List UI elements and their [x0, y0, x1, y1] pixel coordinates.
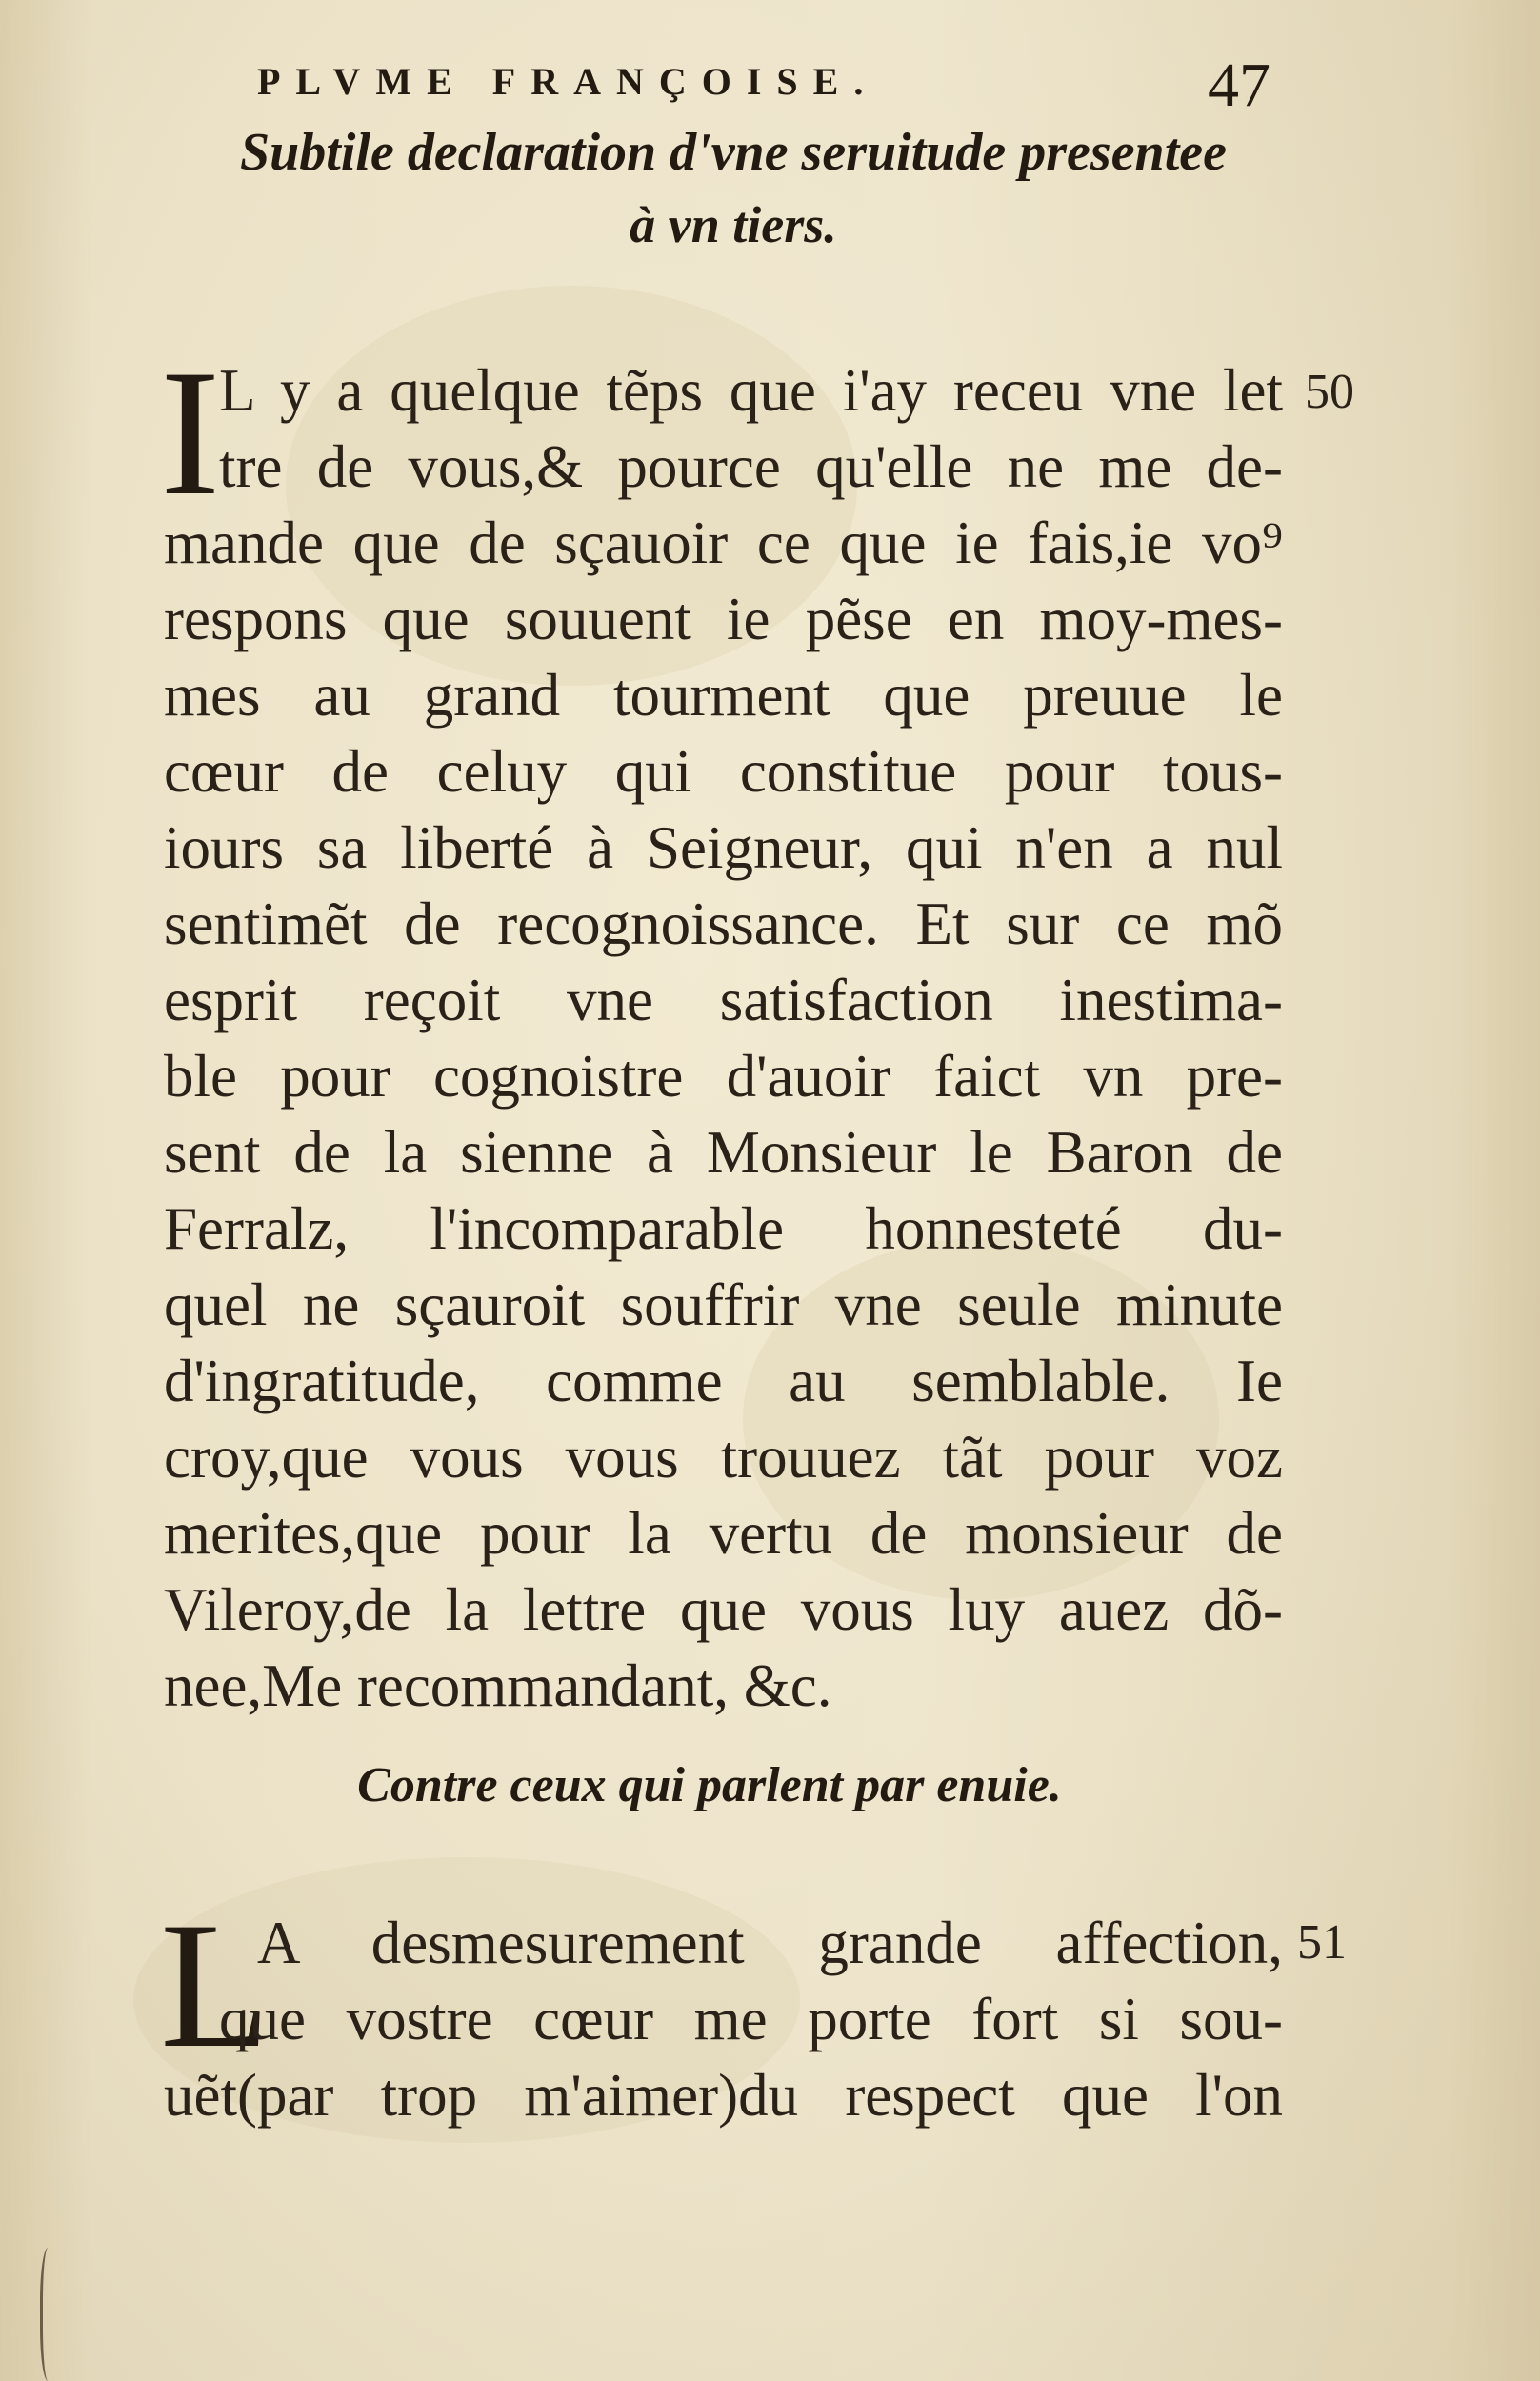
letter-50-body	[164, 352, 1283, 1724]
text-line: mes au grand tourment que preuue le	[164, 662, 1283, 729]
letter-title-line-1: Subtile declaration d'vne seruitude presentee	[240, 123, 1227, 182]
page-number: 47	[1208, 50, 1270, 120]
letter-title-line-2: à vn tiers.	[630, 196, 837, 253]
text-line: uẽt(par trop m'aimer)du respect que l'on	[164, 2062, 1283, 2129]
drop-cap-I: I	[160, 333, 221, 533]
running-title: PLVME FRANÇOISE.	[257, 60, 879, 103]
text-line: croy,que vous vous trouuez tãt pour voz	[164, 1424, 1283, 1491]
text-line: quel ne sçauroit souffrir vne seule minute	[164, 1271, 1283, 1338]
text-line: Ferralz, l'incomparable honnesteté du-	[164, 1195, 1283, 1262]
text-line: iours sa liberté à Seigneur, qui n'en a nul	[164, 814, 1283, 881]
binding-edge-mark	[40, 2248, 60, 2381]
text-line: A desmesurement grande affection,	[257, 1910, 1283, 1976]
text-line: que vostre cœur me porte fort si sou-	[219, 1986, 1283, 2052]
text-line: tre de vous,& pource qu'elle ne me de-	[219, 433, 1283, 500]
text-line: esprit reçoit vne satisfaction inestima-	[164, 967, 1283, 1033]
text-line: nee,Me recommandant, &c.	[164, 1652, 832, 1719]
text-line: ble pour cognoistre d'auoir faict vn pre-	[164, 1043, 1283, 1110]
letter-51-body	[164, 1905, 1283, 2133]
text-line: sentimẽt de recognoissance. Et sur ce mõ	[164, 890, 1283, 957]
margin-number-50: 50	[1305, 365, 1354, 419]
text-line: merites,que pour la vertu de monsieur de	[164, 1500, 1283, 1567]
text-line: Vileroy,de la lettre que vous luy auez dõ-	[164, 1576, 1283, 1643]
text-line: d'ingratitude, comme au semblable. Ie	[164, 1348, 1283, 1414]
margin-number-51: 51	[1297, 1915, 1347, 1970]
drop-cap-L: L	[160, 1886, 271, 2086]
text-line: respons que souuent ie pẽse en moy-mes-	[164, 586, 1283, 652]
text-line: sent de la sienne à Monsieur le Baron de	[164, 1119, 1283, 1186]
text-line: mande que de sçauoir ce que ie fais,ie vo⁹	[164, 510, 1283, 576]
letter-title: Contre ceux qui parlent par enuie.	[357, 1758, 1062, 1812]
text-line: cœur de celuy qui constitue pour tous-	[164, 738, 1283, 805]
text-line: L y a quelque tẽps que i'ay receu vne let	[219, 357, 1283, 424]
